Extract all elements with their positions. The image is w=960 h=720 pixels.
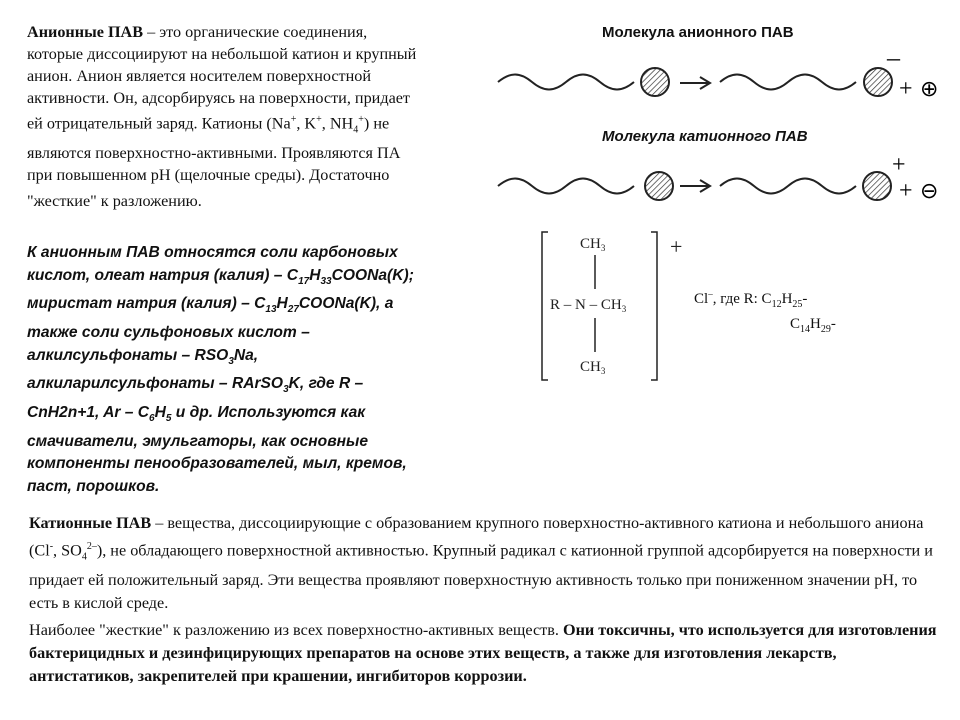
arrow-icon (680, 77, 710, 89)
hydrocarbon-tail (498, 75, 634, 90)
hydrocarbon-tail (720, 179, 856, 194)
k-symbol: , K (296, 114, 317, 133)
cationic-paragraph (29, 512, 939, 615)
cl-charge: - (49, 541, 54, 552)
anionic-hard-line: "жесткие" к разложению. (27, 191, 202, 210)
so4-charge: 2– (86, 541, 97, 552)
plus-sign: + (899, 178, 913, 204)
radical-c14h29: $C_{14}H_{29}-$ (790, 316, 836, 335)
hydrocarbon-tail (498, 179, 634, 194)
chloride-label: Cl–, где R: $C_{12}H_{25}-$ (694, 289, 808, 310)
cation-circle-plus: ⊕ (920, 76, 939, 101)
examples-sub: 33 (320, 275, 332, 287)
examples-sub: 13 (265, 304, 277, 316)
cationic-term: Катионные ПАВ (29, 514, 152, 532)
ch3-top: $CH_3$ (580, 236, 606, 253)
toxicity-intro: Наиболее "жесткие" к разложению из всех поверхностно-активных веществ. (29, 620, 563, 639)
cation-molecule-title: Молекула катионного ПАВ (602, 128, 808, 145)
nh-charge: + (358, 114, 364, 125)
anionic-description (27, 21, 427, 212)
anion-circle-minus: ⊖ (920, 178, 939, 203)
examples-part: и др. Используются как смачиватели, эмульгаторы, как основные компоненты пенообразователей, мыл, кремов, паст, порошков. (27, 404, 407, 495)
examples-part: H (154, 404, 166, 421)
examples-sub: 3 (228, 355, 234, 367)
cationic-toxicity-paragraph (29, 619, 939, 688)
polar-head (641, 68, 669, 96)
cationic-head (863, 172, 891, 200)
examples-part: K, где R – CnH2n+1, Ar – C (27, 375, 364, 421)
anionic-desc-text: – это органические соединения, которые диссоциируют на небольшой катион и крупный анион. Анион является носителем поверхностной активности. Он, адсорбируясь на поверхности, придает ей отрицательный заряд. Катионы (Na (27, 23, 417, 133)
cationic-desc-text: – вещества, диссоциирующие с образованием крупного поверхностно-активного катиона и небольшого аниона (Cl (29, 514, 924, 560)
bracket-charge: + (670, 234, 683, 259)
minus-sign: – (887, 43, 900, 72)
so4-subscript: 4 (81, 551, 87, 563)
plus-sign: + (892, 152, 906, 178)
examples-sub: 3 (283, 384, 289, 396)
ch3-bottom: $CH_3$ (580, 359, 606, 376)
nh-symbol: , NH (321, 114, 354, 133)
arrow-icon (680, 180, 710, 192)
examples-sub: 27 (287, 304, 299, 316)
r-n-ch3: R – N – $CH_3$ (550, 297, 627, 314)
examples-sub: 5 (165, 413, 172, 425)
examples-part: H (276, 295, 288, 313)
so4-symbol: , SO (53, 541, 82, 560)
surfactant-molecules-figure (480, 40, 950, 400)
plus-sign: + (899, 76, 913, 102)
examples-part: H (309, 266, 321, 284)
examples-part: COONa(K); миристат натрия (калия) – C (27, 266, 414, 313)
cationic-description (29, 512, 939, 688)
nh-subscript: 4 (353, 124, 359, 136)
examples-part: COONa(K), а также соли сульфоновых кислот – алкилсульфонаты – RSO (27, 295, 394, 364)
anionic-term: Анионные ПАВ (27, 23, 144, 41)
anion-molecule-title: Молекула анионного ПАВ (602, 24, 794, 41)
na-charge: + (290, 114, 297, 125)
k-charge: + (316, 114, 322, 125)
examples-part: Na, алкиларилсульфонаты – RArSO (27, 346, 284, 393)
anionic-examples (27, 242, 432, 498)
toxicity-bold: Они токсичны, что используется для изготовления бактерицидных и дезинфицирующих препаратов на основе этих веществ, а также для изготовления лекарств, антистатиков, закрепителей при крашении, ингибиторов коррозии. (29, 620, 937, 685)
anionic-head (864, 68, 892, 96)
cationic-rest-text: ), не обладающего поверхностной активностью. Крупный радикал с катионной группой адсорбируется на поверхности и придает ей положительный заряд. Эти вещества проявляют поверхностную активность только при пониженном значении рН, то есть в кислой среде. (29, 541, 933, 612)
examples-sub: 17 (298, 275, 310, 287)
examples-part: К анионным ПАВ относятся соли карбоновых кислот, олеат натрия (калия) – C (27, 244, 398, 284)
examples-sub: 6 (149, 413, 155, 425)
anionic-paragraph (27, 21, 427, 186)
anionic-rest-text: ) не являются поверхностно-активными. Проявляются ПА при повышенном рН (щелочные среды). Достаточно (27, 114, 401, 184)
polar-head (645, 172, 673, 200)
hydrocarbon-tail (720, 75, 856, 90)
